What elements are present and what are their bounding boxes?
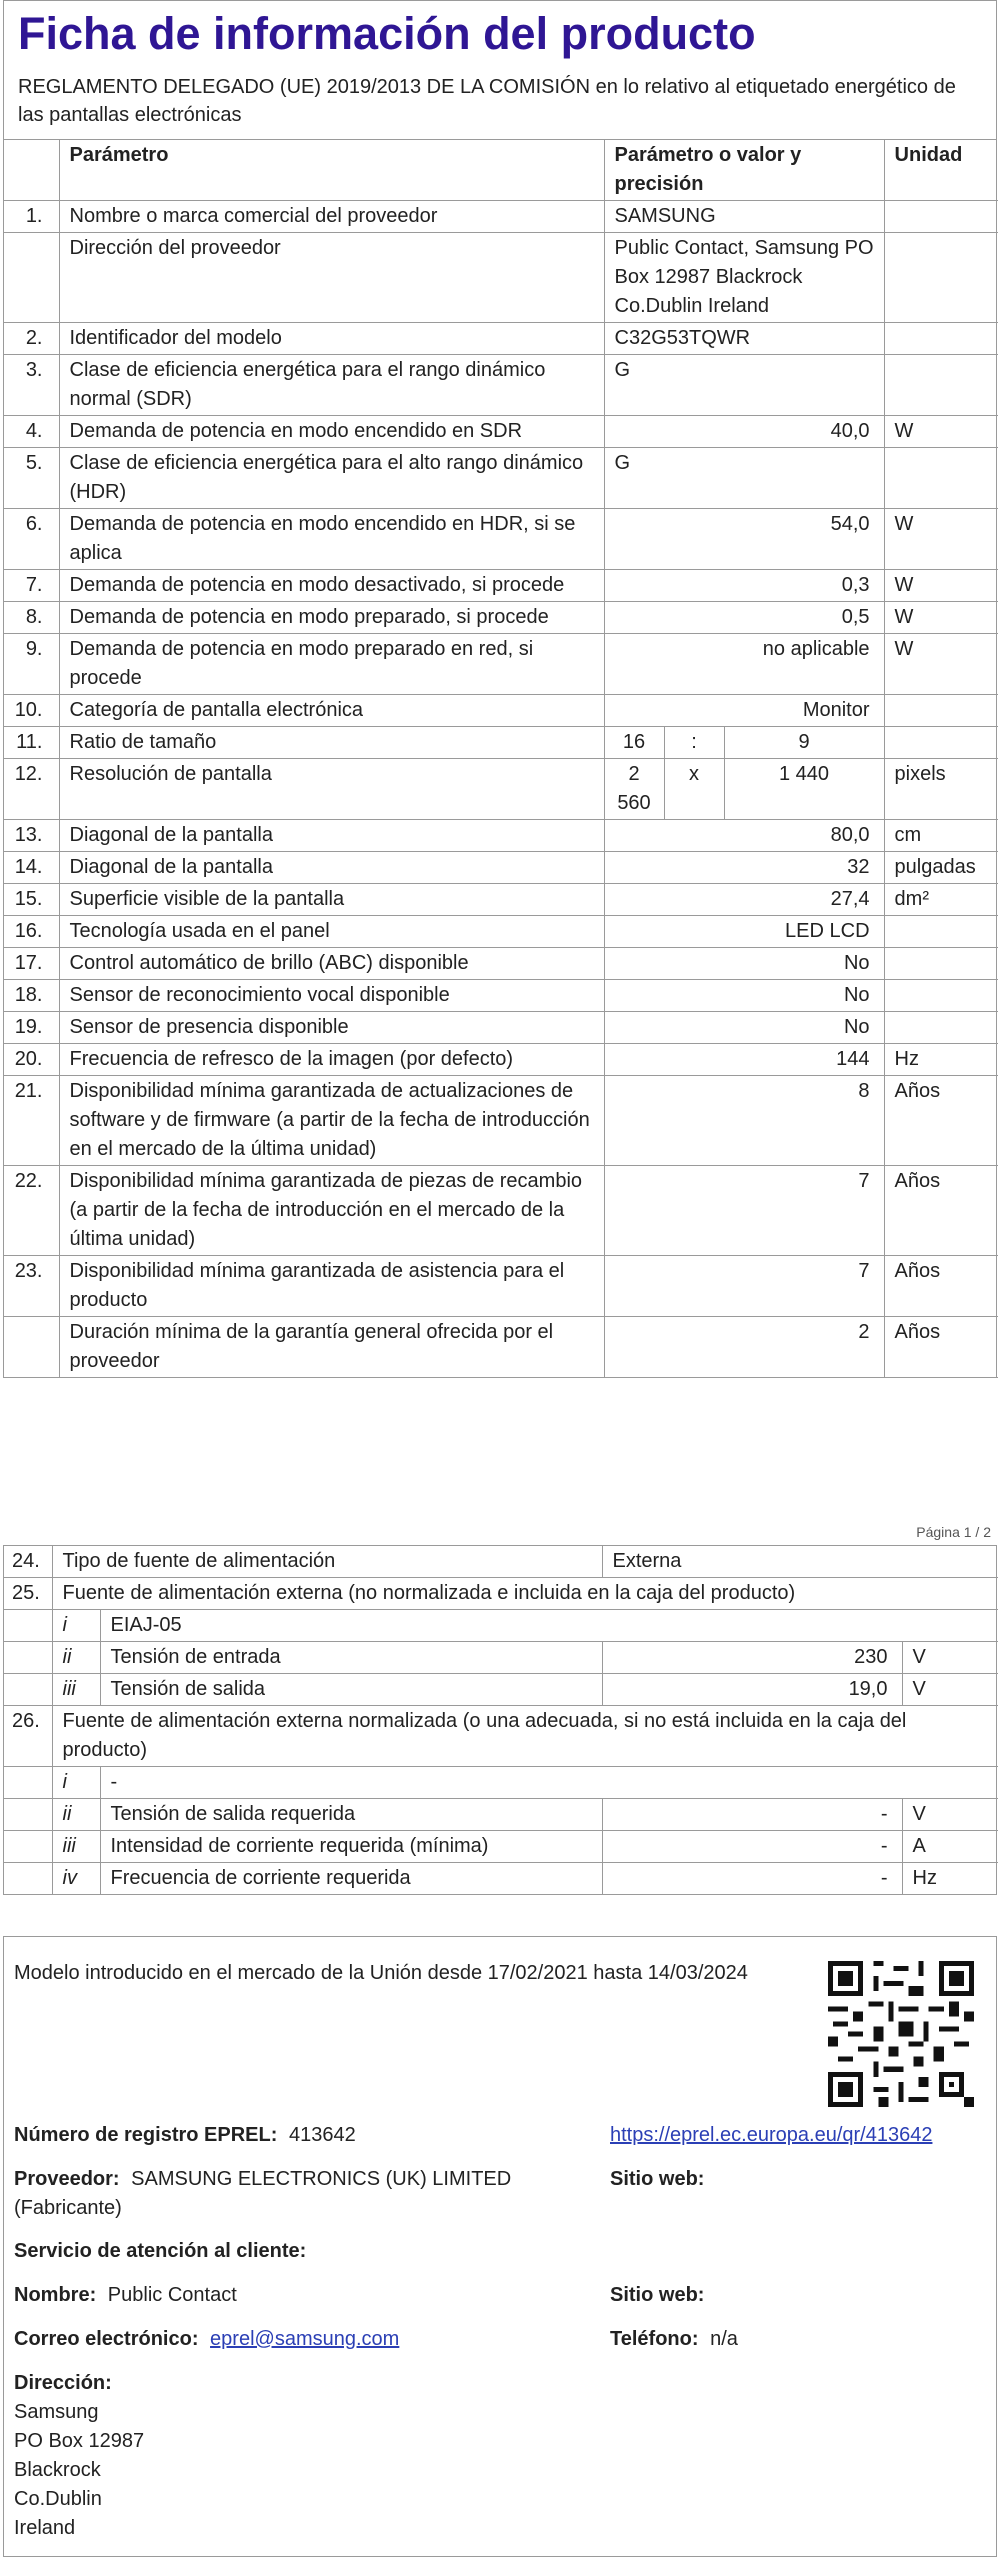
- row-value: 27,4: [604, 884, 884, 916]
- table-row: [4, 1317, 998, 1378]
- row-number: 11.: [4, 727, 59, 759]
- header-value: Parámetro o valor y precisión: [604, 140, 884, 201]
- row-parameter: Disponibilidad mínima garantizada de piezas de recambio (a partir de la fecha de introducción en el mercado de la última unidad): [59, 1166, 604, 1256]
- row-unit: dm²: [884, 884, 998, 916]
- table-row: [4, 759, 998, 820]
- row-parameter: Control automático de brillo (ABC) disponible: [59, 948, 604, 980]
- row-parameter: Ratio de tamaño: [59, 727, 604, 759]
- row-value: 144: [604, 1044, 884, 1076]
- contact-phone: Teléfono: n/a: [610, 2328, 738, 2350]
- row-value: no aplicable: [604, 634, 884, 695]
- row-value: G: [604, 448, 884, 509]
- row-number: 13.: [4, 820, 59, 852]
- row-parameter: Clase de eficiencia energética para el alto rango dinámico (HDR): [59, 448, 604, 509]
- row-value: Public Contact, Samsung PO Box 12987 Blackrock Co.Dublin Ireland: [604, 233, 884, 323]
- row-parameter: Demanda de potencia en modo preparado en red, si procede: [59, 634, 604, 695]
- row-unit: Años: [884, 1076, 998, 1166]
- table-row: 25. Fuente de alimentación externa (no normalizada e incluida en la caja del producto): [4, 1578, 998, 1610]
- row-parameter: Demanda de potencia en modo encendido en SDR: [59, 416, 604, 448]
- row-parameter: Identificador del modelo: [59, 323, 604, 355]
- row-unit: Años: [884, 1166, 998, 1256]
- row-unit: [884, 727, 998, 759]
- row-unit: pulgadas: [884, 852, 998, 884]
- table-row: [4, 1076, 998, 1166]
- row-parameter: Demanda de potencia en modo preparado, si procede: [59, 602, 604, 634]
- row-number: 12.: [4, 759, 59, 820]
- row-value-a: 2 560: [604, 759, 664, 820]
- table-row: [4, 355, 998, 416]
- row-parameter: Nombre o marca comercial del proveedor: [59, 201, 604, 233]
- table-row: [4, 634, 998, 695]
- row-unit: [884, 980, 998, 1012]
- row-number: 21.: [4, 1076, 59, 1166]
- address-line: Ireland: [14, 2517, 76, 2539]
- regulation-subtitle: REGLAMENTO DELEGADO (UE) 2019/2013 DE LA COMISIÓN en lo relativo al etiquetado energético de las pantallas electrónicas: [4, 67, 996, 140]
- supplier-info: Proveedor: SAMSUNG ELECTRONICS (UK) LIMITED (Fabricante): [14, 2168, 512, 2219]
- table-row: [4, 1044, 998, 1076]
- table-row: [4, 948, 998, 980]
- table-row: [4, 602, 998, 634]
- row-unit: W: [884, 602, 998, 634]
- table-row: [4, 884, 998, 916]
- row-unit: [884, 233, 998, 323]
- table-row: i EIAJ-05: [4, 1610, 998, 1642]
- website-label-2: Sitio web:: [610, 2284, 705, 2306]
- row-unit: [884, 1012, 998, 1044]
- row-number: 3.: [4, 355, 59, 416]
- row-number: 20.: [4, 1044, 59, 1076]
- address-label: Dirección:: [14, 2372, 112, 2394]
- row-number: 2.: [4, 323, 59, 355]
- row-number: [4, 233, 59, 323]
- row-number: 16.: [4, 916, 59, 948]
- row-number: 15.: [4, 884, 59, 916]
- table-row: [4, 233, 998, 323]
- row-value: Monitor: [604, 695, 884, 727]
- table-row: [4, 448, 998, 509]
- row-unit: pixels: [884, 759, 998, 820]
- address-block: [14, 2398, 144, 2543]
- page-title: Ficha de información del producto: [18, 8, 756, 59]
- row-unit: W: [884, 634, 998, 695]
- address-line: Co.Dublin: [14, 2488, 102, 2510]
- row-value: 54,0: [604, 509, 884, 570]
- row-value: G: [604, 355, 884, 416]
- row-parameter: Duración mínima de la garantía general ofrecida por el proveedor: [59, 1317, 604, 1378]
- address-line: Samsung: [14, 2401, 99, 2423]
- table-row: [4, 201, 998, 233]
- table-row: [4, 416, 998, 448]
- row-value: C32G53TQWR: [604, 323, 884, 355]
- table-row: [4, 980, 998, 1012]
- row-unit: [884, 355, 998, 416]
- row-value-b: 1 440: [724, 759, 884, 820]
- market-period-text: Modelo introducido en el mercado de la Unión desde 17/02/2021 hasta 14/03/2024: [14, 1962, 748, 1984]
- row-parameter: Demanda de potencia en modo desactivado, si procede: [59, 570, 604, 602]
- row-number: 8.: [4, 602, 59, 634]
- row-unit: [884, 948, 998, 980]
- row-number: 1.: [4, 201, 59, 233]
- row-unit: Hz: [884, 1044, 998, 1076]
- row-number: 17.: [4, 948, 59, 980]
- table-row: iii Tensión de salida 19,0 V: [4, 1674, 998, 1706]
- row-unit: [884, 323, 998, 355]
- row-number: 22.: [4, 1166, 59, 1256]
- row-unit: W: [884, 509, 998, 570]
- row-parameter: Demanda de potencia en modo encendido en HDR, si se aplica: [59, 509, 604, 570]
- table-row: [4, 1012, 998, 1044]
- row-parameter: Categoría de pantalla electrónica: [59, 695, 604, 727]
- table-row: ii Tensión de entrada 230 V: [4, 1642, 998, 1674]
- table-row: i -: [4, 1767, 998, 1799]
- row-value: 8: [604, 1076, 884, 1166]
- row-parameter: Disponibilidad mínima garantizada de actualizaciones de software y de firmware (a partir de la fecha de introducción en el mercado de la última unidad): [59, 1076, 604, 1166]
- row-value: 80,0: [604, 820, 884, 852]
- table-row: iii Intensidad de corriente requerida (mínima) - A: [4, 1831, 998, 1863]
- row-unit: W: [884, 416, 998, 448]
- supplier-name: SAMSUNG ELECTRONICS (UK) LIMITED (Fabricante): [14, 2168, 512, 2219]
- row-value: SAMSUNG: [604, 201, 884, 233]
- row-parameter: Tecnología usada en el panel: [59, 916, 604, 948]
- row-parameter: Diagonal de la pantalla: [59, 820, 604, 852]
- row-parameter: Frecuencia de refresco de la imagen (por defecto): [59, 1044, 604, 1076]
- row-unit: W: [884, 570, 998, 602]
- row-parameter: Clase de eficiencia energética para el rango dinámico normal (SDR): [59, 355, 604, 416]
- table-row: 24. Tipo de fuente de alimentación Externa: [4, 1546, 998, 1578]
- table-row: ii Tensión de salida requerida - V: [4, 1799, 998, 1831]
- eprel-registration: Número de registro EPREL: 413642: [14, 2124, 356, 2146]
- row-parameter: Sensor de reconocimiento vocal disponible: [59, 980, 604, 1012]
- row-number: 18.: [4, 980, 59, 1012]
- row-parameter: Dirección del proveedor: [59, 233, 604, 323]
- row-parameter: Superficie visible de la pantalla: [59, 884, 604, 916]
- eprel-number: 413642: [288, 2124, 356, 2146]
- row-value: 40,0: [604, 416, 884, 448]
- table-row: [4, 916, 998, 948]
- table-header: [4, 140, 998, 201]
- row-value-a: 16: [604, 727, 664, 759]
- power-supply-table-wrap: [3, 1545, 997, 1895]
- row-number: 9.: [4, 634, 59, 695]
- parameters-table: [4, 140, 998, 1378]
- row-unit: [884, 201, 998, 233]
- row-parameter: Disponibilidad mínima garantizada de asistencia para el producto: [59, 1256, 604, 1317]
- table-row: [4, 323, 998, 355]
- row-number: [4, 1317, 59, 1378]
- header-param: Parámetro: [59, 140, 604, 201]
- table-row: [4, 570, 998, 602]
- table-row: [4, 820, 998, 852]
- website-label: Sitio web:: [610, 2168, 705, 2190]
- power-supply-table: [4, 1546, 998, 1894]
- row-number: 7.: [4, 570, 59, 602]
- email-link[interactable]: eprel@samsung.com: [210, 2328, 400, 2350]
- qr-code-icon: [828, 1961, 974, 2107]
- row-value: 2: [604, 1317, 884, 1378]
- table-row: [4, 695, 998, 727]
- table-row: 26. Fuente de alimentación externa normalizada (o una adecuada, si no está incluida en la caja del producto): [4, 1706, 998, 1767]
- row-unit: Años: [884, 1256, 998, 1317]
- table-row: [4, 727, 998, 759]
- contact-name: Nombre: Public Contact: [14, 2284, 237, 2306]
- page-number: Página 1 / 2: [916, 1524, 991, 1540]
- table-row: [4, 509, 998, 570]
- contact-email: Correo electrónico: eprel@samsung.com: [14, 2328, 400, 2350]
- row-number: 14.: [4, 852, 59, 884]
- row-unit: [884, 448, 998, 509]
- row-value: 7: [604, 1166, 884, 1256]
- row-value-separator: x: [664, 759, 724, 820]
- row-number: 23.: [4, 1256, 59, 1317]
- row-number: 19.: [4, 1012, 59, 1044]
- eprel-link[interactable]: https://eprel.ec.europa.eu/qr/413642: [610, 2124, 933, 2146]
- address-line: PO Box 12987: [14, 2430, 145, 2452]
- row-value: 32: [604, 852, 884, 884]
- customer-service-heading: Servicio de atención al cliente:: [14, 2240, 307, 2262]
- row-unit: Años: [884, 1317, 998, 1378]
- row-unit: cm: [884, 820, 998, 852]
- product-info-sheet: [3, 0, 997, 1378]
- row-value: No: [604, 948, 884, 980]
- table-row: [4, 1166, 998, 1256]
- row-number: 5.: [4, 448, 59, 509]
- row-unit: [884, 916, 998, 948]
- table-row: [4, 1256, 998, 1317]
- row-value-b: 9: [724, 727, 884, 759]
- row-unit: [884, 695, 998, 727]
- row-number: 4.: [4, 416, 59, 448]
- table-row: iv Frecuencia de corriente requerida - Hz: [4, 1863, 998, 1895]
- table-row: [4, 852, 998, 884]
- row-value: No: [604, 980, 884, 1012]
- row-value: 7: [604, 1256, 884, 1317]
- row-parameter: Resolución de pantalla: [59, 759, 604, 820]
- row-parameter: Diagonal de la pantalla: [59, 852, 604, 884]
- eprel-info-panel: [3, 1936, 997, 2557]
- header-unit: Unidad: [884, 140, 998, 201]
- row-value: LED LCD: [604, 916, 884, 948]
- row-value: 0,3: [604, 570, 884, 602]
- row-value: No: [604, 1012, 884, 1044]
- row-value-separator: :: [664, 727, 724, 759]
- row-number: 10.: [4, 695, 59, 727]
- row-value: 0,5: [604, 602, 884, 634]
- address-line: Blackrock: [14, 2459, 101, 2481]
- row-parameter: Sensor de presencia disponible: [59, 1012, 604, 1044]
- row-number: 6.: [4, 509, 59, 570]
